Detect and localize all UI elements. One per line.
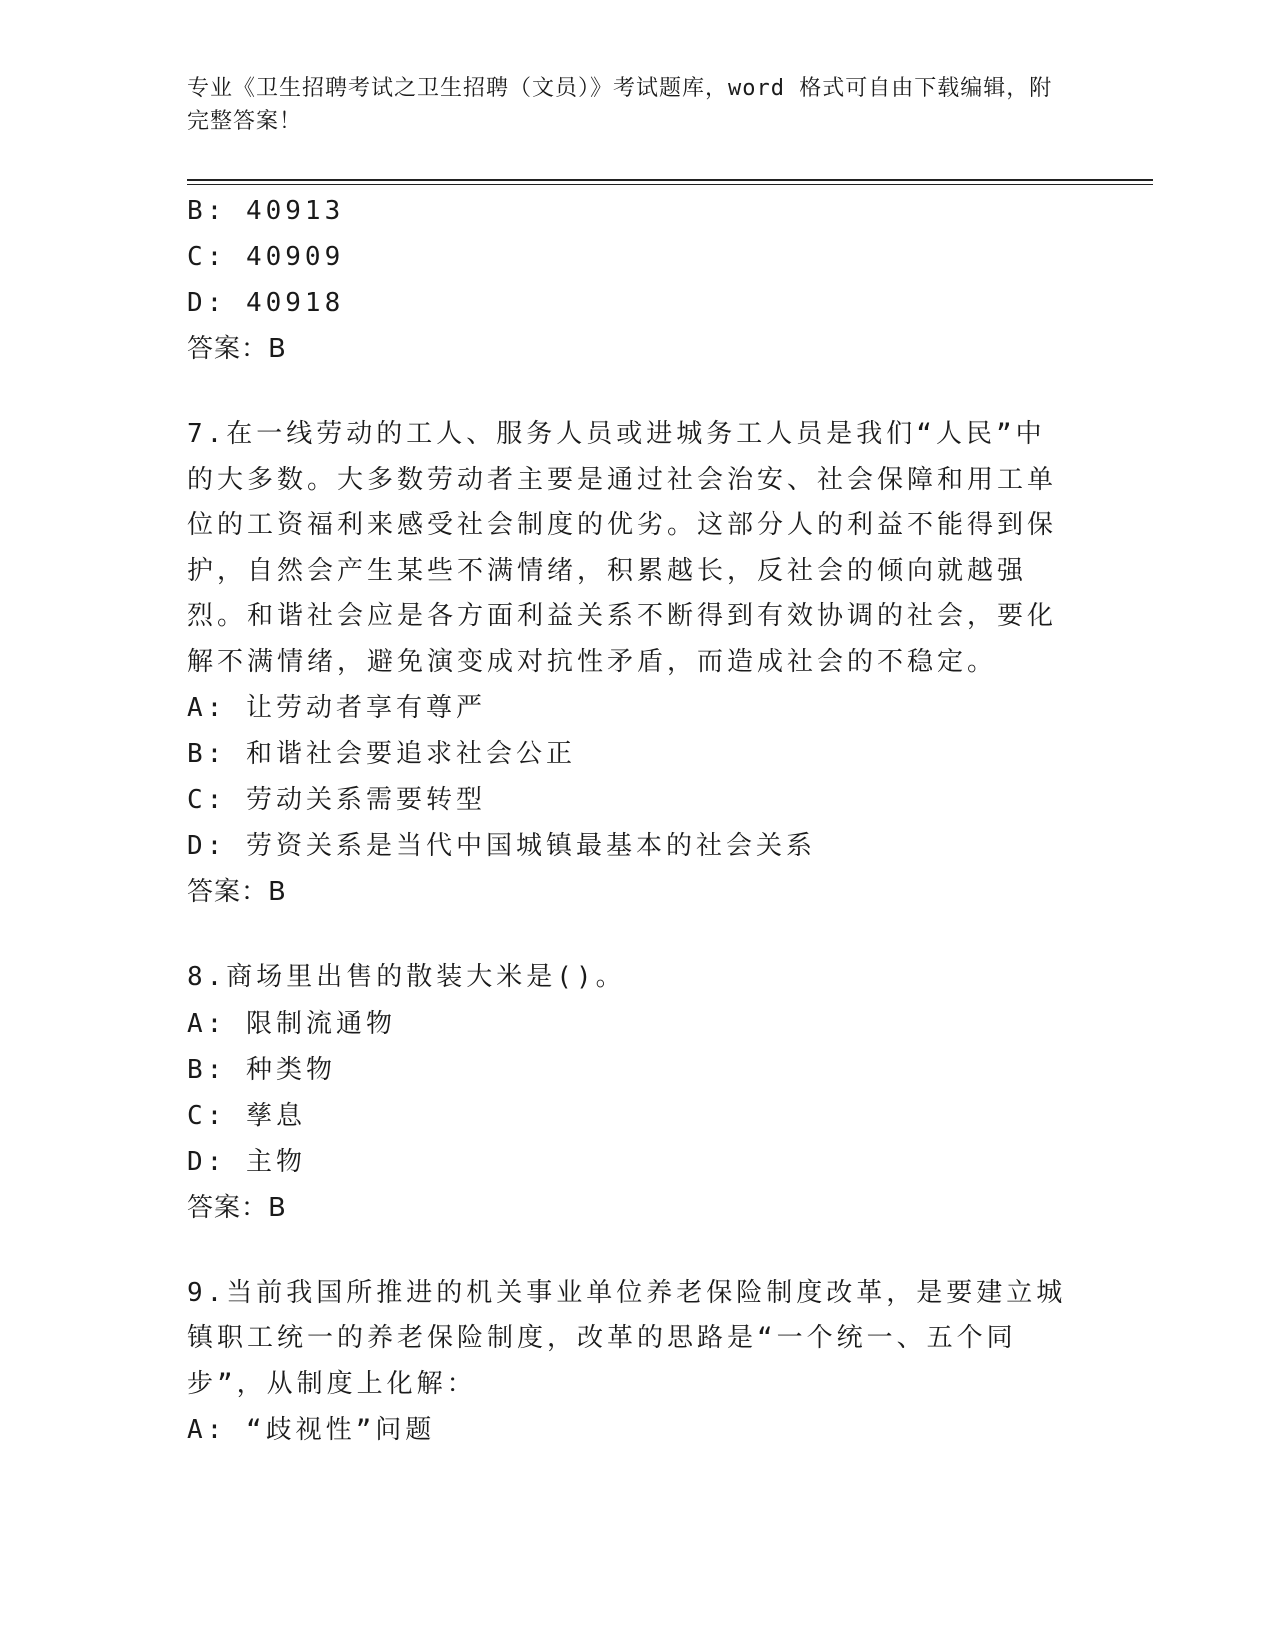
answer-label: 答案：B: [187, 334, 287, 364]
option-a: A: “歧视性”问题: [187, 1415, 436, 1445]
answer-label: 答案：B: [187, 877, 287, 907]
option-c: C: 孳息: [187, 1100, 306, 1131]
document-header: 专业《卫生招聘考试之卫生招聘（文员）》考试题库，word 格式可自由下载编辑，附完整答案！: [187, 76, 1053, 134]
header-divider-thin: [187, 184, 1153, 185]
option-a: A: 限制流通物: [187, 1008, 396, 1039]
question-list: [187, 188, 1067, 1453]
option-d: D: 40918: [187, 288, 345, 318]
option-d: D: 主物: [187, 1146, 306, 1177]
answer-label: 答案：B: [187, 1192, 287, 1223]
question-stem: 7.在一线劳动的工人、服务人员或进城务工人员是我们“人民”中的大多数。大多数劳动者主要是通过社会治安、社会保障和用工单位的工资福利来感受社会制度的优劣。这部分人的利益不能得到保护，自然会产生某些不满情绪，积累越长，反社会的倾向就越强烈。和谐社会应是各方面利益关系不断得到有效协调的社会，要化解不满情绪，避免演变成对抗性矛盾，而造成社会的不稳定。: [187, 419, 1058, 677]
option-b: B: 40913: [187, 196, 345, 226]
question-8: [187, 955, 1067, 1231]
question-stem: 8.商场里出售的散装大米是()。: [187, 962, 626, 992]
question-7: [187, 412, 1067, 915]
option-d: D: 劳资关系是当代中国城镇最基本的社会关系: [187, 831, 816, 861]
option-a: A: 让劳动者享有尊严: [187, 693, 486, 723]
question-9: [187, 1271, 1067, 1454]
header-divider: [187, 179, 1153, 181]
option-c: C: 劳动关系需要转型: [187, 785, 486, 815]
option-b: B: 和谐社会要追求社会公正: [187, 739, 576, 769]
question-6-tail: [187, 188, 1067, 372]
question-stem: 9.当前我国所推进的机关事业单位养老保险制度改革，是要建立城镇职工统一的养老保险制度，改革的思路是“一个统一、五个同步”，从制度上化解：: [187, 1277, 1067, 1399]
option-b: B: 种类物: [187, 1054, 336, 1085]
option-c: C: 40909: [187, 242, 345, 272]
